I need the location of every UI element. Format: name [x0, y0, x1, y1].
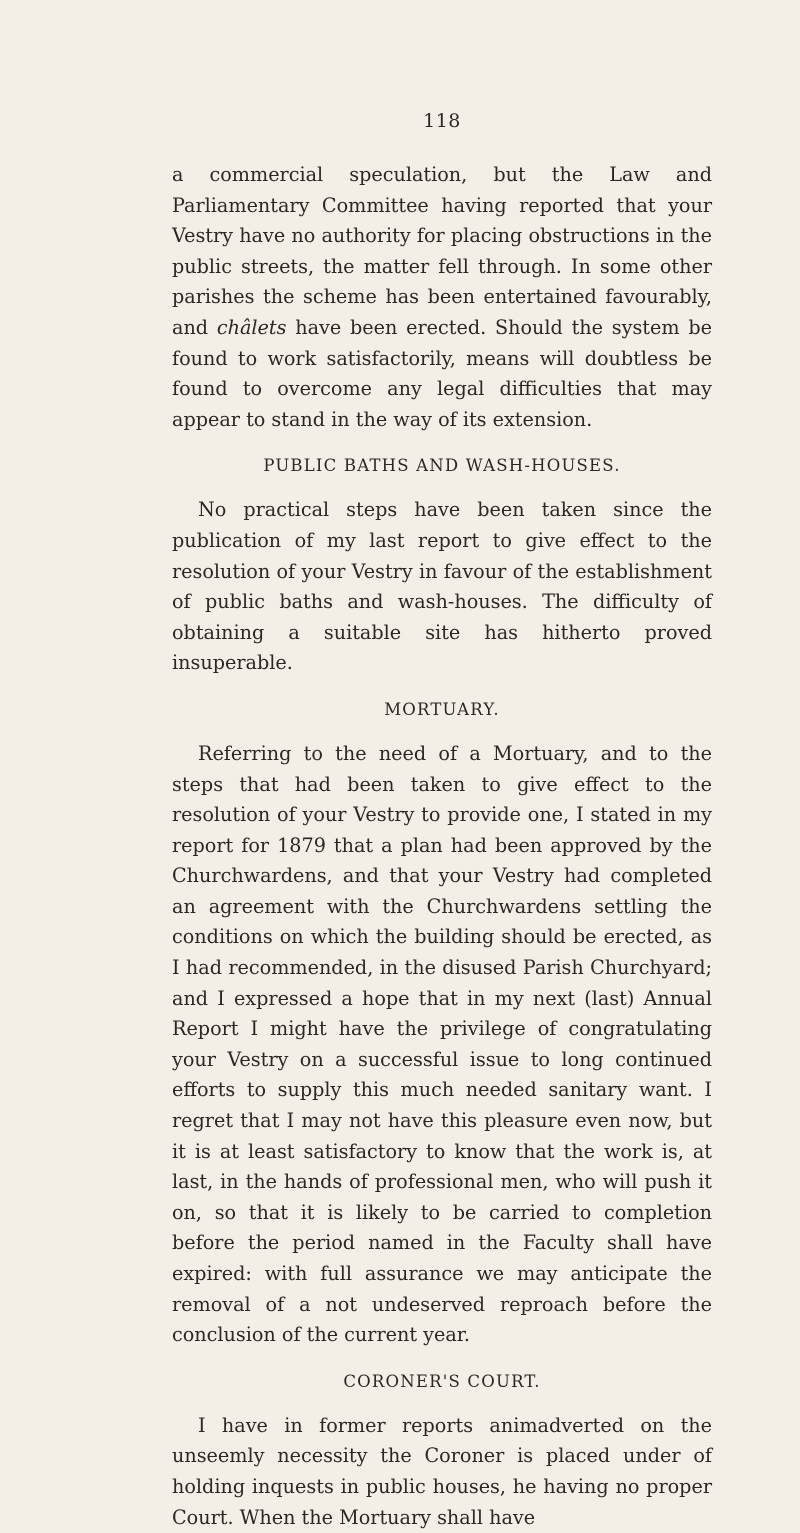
heading-mortuary: MORTUARY. — [384, 699, 500, 719]
heading-public-baths: PUBLIC BATHS AND WASH-HOUSES. — [263, 456, 621, 476]
intro-text-start: a commercial speculation, but the Law and Parliamentary Committee having reported that your Vestry have no authority for placing obstructions in the public streets, the matter fell through. In some other parishes the scheme has been entertained favourably, and — [172, 163, 712, 339]
intro-paragraph — [172, 160, 712, 435]
intro-italic-word: châlets — [216, 315, 287, 339]
paragraph-coroners-court: I have in former reports animadverted on the unseemly necessity the Coroner is placed under of holding inquests in public houses, he having no proper Court. When the Mortuary shall have — [172, 1413, 712, 1529]
paragraph-public-baths: No practical steps have been taken since the publication of my last report to give effect to the resolution of your Vestry in favour of the establishment of public baths and wash-houses. The difficulty of obtaining a suitable site has hitherto proved insuperable. — [172, 498, 712, 675]
document-page — [172, 110, 712, 1533]
page-number: 118 — [423, 110, 461, 132]
paragraph-mortuary: Referring to the need of a Mortuary, and to the steps that had been taken to give effect to the resolution of your Vestry to provide one, I stated in my report for 1879 that a plan had been approved by the Churchwardens, and that your Vestry had completed an agreement with the Churchwardens settling the conditions on which the building should be erected, as I had recommended, in the disused Parish Churchyard; and I expressed a hope that in my next (last) Annual Report I might have the privilege of congratulating your Vestry on a successful issue to long continued efforts to supply this much needed sanitary want. I regret that I may not have this pleasure even now, but it is at least satisfactory to know that the work is, at last, in the hands of professional men, who will push it on, so that it is likely to be carried to completion before the period named in the Faculty shall have expired: with full assurance we may anticipate the removal of a not undeserved reproach before the conclusion of the current year. — [172, 741, 712, 1347]
heading-coroners-court: CORONER'S COURT. — [343, 1371, 541, 1391]
intro-text-end: have been erected. Should the system be found to work satisfactorily, means will doubtless be found to overcome any legal difficulties that may appear to stand in the way of its extension. — [172, 315, 712, 431]
